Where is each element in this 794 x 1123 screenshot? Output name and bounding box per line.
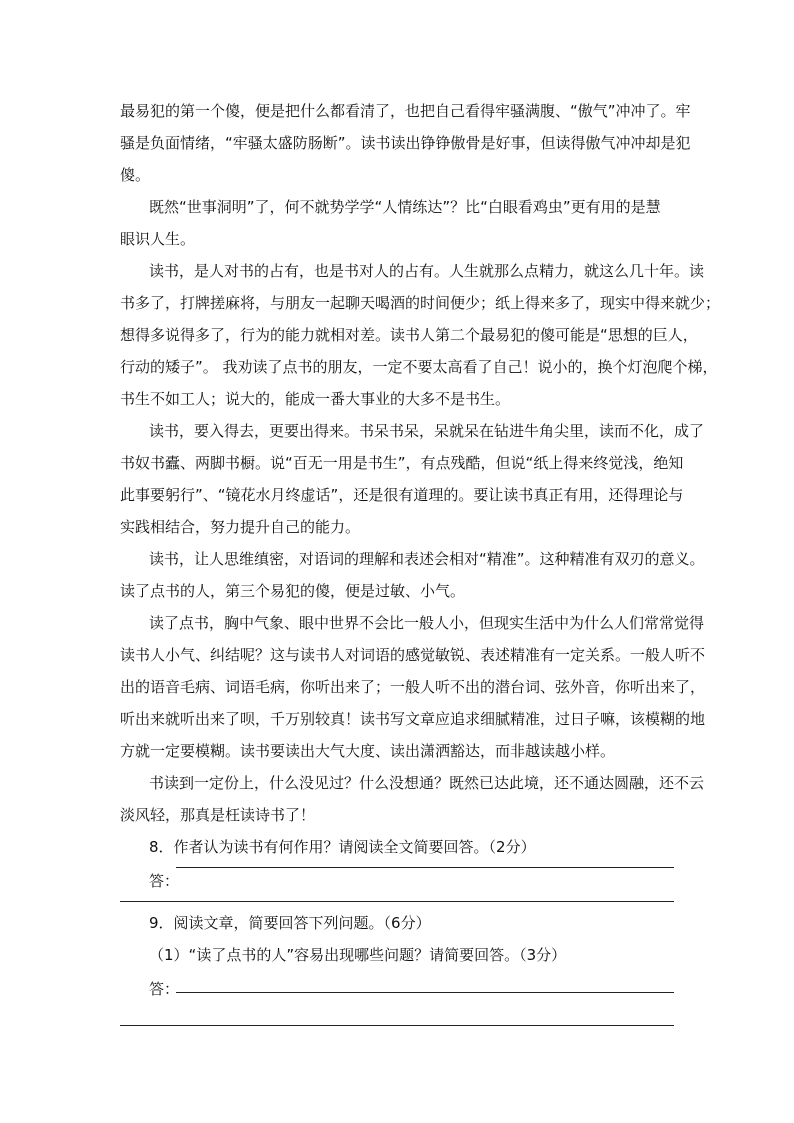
- text-line: 书生不如工人；说大的，能成一番大事业的大多不是书生。: [120, 390, 511, 408]
- sub-question-text: （1）“读了点书的人”容易出现哪些问题？请简要回答。（3分）: [149, 946, 567, 964]
- text-line: 最易犯的第一个傻，便是把什么都看清了，也把自己看得牢骚满腹、“傲气”冲冲了。牢: [120, 102, 691, 120]
- text-line: 读书，是人对书的占有，也是书对人的占有。人生就那么点精力，就这么几十年。读: [149, 262, 705, 280]
- text-line: 读书，让人思维缜密，对语词的理解和表述会相对“精准”。这种精准有双刃的意义。: [149, 550, 705, 568]
- text-line: 读书，要入得去，更要出得来。书呆书呆，呆就呆在钻进牛角尖里，读而不化，成了: [149, 422, 705, 440]
- text-line: 骚是负面情绪，“牢骚太盛防肠断”。读书读出铮铮傲骨是好事，但读得傲气冲冲却是犯: [120, 134, 691, 152]
- text-line: 行动的矮子”。 我劝读了点书的朋友，一定不要太高看了自己！说小的，换个灯泡爬个梯，: [120, 358, 718, 376]
- text-line: 淡风轻，那真是枉读诗书了！: [120, 806, 316, 824]
- text-line: 读了点书，胸中气象、眼中世界不会比一般人小，但现实生活中为什么人们常常觉得: [149, 614, 705, 632]
- text-line: 书多了，打牌搓麻将，与朋友一起聊天喝酒的时间便少；纸上得来多了，现实中得来就少；: [120, 294, 721, 312]
- text-line: 书奴书蠹、两脚书橱。说“百无一用是书生”，有点残酷，但说“纸上得来终觉浅，绝知: [120, 454, 684, 472]
- answer-line[interactable]: [120, 901, 674, 902]
- question-text: 8．作者认为读书有何作用？请阅读全文简要回答。（2分）: [149, 838, 536, 856]
- answer-line[interactable]: [176, 992, 674, 993]
- text-line: 眼识人生。: [120, 230, 196, 248]
- text-line: 想得多说得多了，行为的能力就相对差。读书人第二个最易犯的傻可能是“思想的巨人，: [120, 326, 698, 344]
- text-line: 书读到一定份上，什么没见过？什么没想通？既然已达此境，还不通达圆融，还不云: [149, 774, 705, 792]
- answer-line[interactable]: [176, 867, 674, 868]
- text-line: 读书人小气、纠结呢？这与读书人对词语的感觉敏锐、表述精准有一定关系。一般人听不: [120, 646, 706, 664]
- text-line: 傻。: [120, 166, 151, 184]
- text-line: 方就一定要模糊。读书要读出大气大度、读出潇洒豁达，而非越读越小样。: [120, 742, 616, 760]
- text-line: 出的语音毛病、词语毛病，你听出来了；一般人听不出的潜台词、弦外音，你听出来了，: [120, 678, 706, 696]
- text-line: 此事要躬行”、“镜花水月终虚话”，还是很有道理的。要让读书真正有用，还得理论与: [120, 486, 684, 504]
- question-text: 9．阅读文章，简要回答下列问题。（6分）: [149, 914, 431, 932]
- answer-label: 答：: [149, 980, 180, 998]
- answer-label: 答：: [149, 872, 180, 890]
- text-line: 实践相结合，努力提升自己的能力。: [120, 518, 361, 536]
- answer-line[interactable]: [120, 1025, 674, 1026]
- text-line: 既然“世事洞明”了，何不就势学学“人情练达”？比“白眼看鸡虫”更有用的是慧: [149, 198, 661, 216]
- text-line: 读了点书的人，第三个易犯的傻，便是过敏、小气。: [120, 582, 466, 600]
- text-line: 听出来就听出来了呗，千万别较真！读书写文章应追求细腻精准，过日子嘛，该模糊的地: [120, 710, 706, 728]
